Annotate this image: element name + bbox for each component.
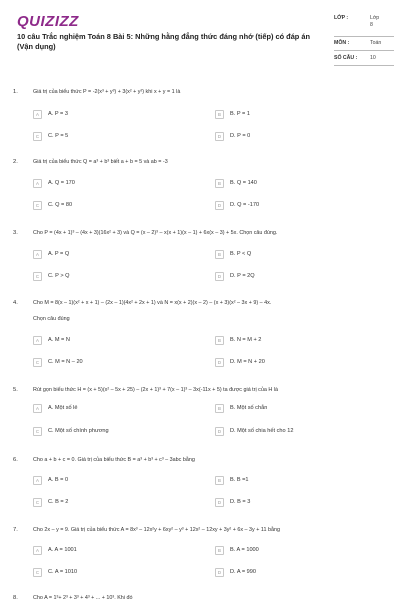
option-text: B. Một số chẵn xyxy=(230,405,268,411)
meta-divider xyxy=(334,36,394,37)
option-c[interactable] xyxy=(33,358,83,367)
meta-count xyxy=(334,55,394,62)
option-text: A. M = N xyxy=(48,337,70,343)
option-letter-box: B xyxy=(215,336,224,345)
option-text: B. P < Q xyxy=(230,251,252,257)
option-letter-box: A xyxy=(33,336,42,345)
option-letter-box: A xyxy=(33,250,42,259)
meta-class-value: Lớp 8 xyxy=(370,15,380,28)
quizizz-logo: QUIZIZZ xyxy=(17,13,79,30)
question-number: 7. xyxy=(13,527,18,533)
option-text: C. Q = 80 xyxy=(48,202,73,208)
option-letter-box: D xyxy=(215,272,224,281)
question-text: Cho 2x – y = 9. Giá trị của biểu thức A = 8x³ – 12x²y + 6xy² – y³ + 12x² – 12xy + 3y² + 6x – 3y + 11 bằng xyxy=(33,527,280,533)
question-number: 3. xyxy=(13,230,18,236)
question-text: Cho P = (4x + 1)³ – (4x + 3)(16x² + 3) và Q = (x – 2)³ – x(x + 1)(x – 1) + 6x(x – 3) + 5x. Chọn câu đúng. xyxy=(33,230,278,236)
option-b[interactable] xyxy=(215,336,261,345)
option-letter-box: B xyxy=(215,110,224,119)
option-letter-box: C xyxy=(33,568,42,577)
option-a[interactable] xyxy=(33,336,70,345)
option-text: D. Một số chia hết cho 12 xyxy=(230,428,294,434)
option-text: A. P = 3 xyxy=(48,111,68,117)
option-text: B. Q = 140 xyxy=(230,180,257,186)
option-letter-box: B xyxy=(215,476,224,485)
quiz-title: 10 câu Trắc nghiệm Toán 8 Bài 5: Những hằng đẳng thức đáng nhớ (tiếp) có đáp án (Vận dụng) xyxy=(17,32,310,51)
question-text: Rút gọn biểu thức H = (x + 5)(x² – 5x + 25) – (2x + 1)³ + 7(x – 1)³ – 3x(-11x + 5) ta được giá trị của H là xyxy=(33,387,278,393)
question-number: 6. xyxy=(13,457,18,463)
option-d[interactable] xyxy=(215,358,265,367)
option-b[interactable] xyxy=(215,179,257,188)
option-letter-box: C xyxy=(33,498,42,507)
question-text: Giá trị của biểu thức Q = a³ + b³ biết a + b = 5 và ab = -3 xyxy=(33,159,168,165)
option-text: C. P > Q xyxy=(48,273,70,279)
question-text: Cho a + b + c = 0. Giá trị của biểu thức B = a³ + b³ + c³ – 3abc bằng xyxy=(33,457,195,463)
meta-class-label: LỚP : xyxy=(334,15,349,21)
option-text: A. Q = 170 xyxy=(48,180,75,186)
option-d[interactable] xyxy=(215,568,256,577)
option-text: D. M = N + 20 xyxy=(230,359,265,365)
option-letter-box: D xyxy=(215,498,224,507)
option-d[interactable] xyxy=(215,498,250,507)
option-d[interactable] xyxy=(215,272,255,281)
meta-count-label: SỐ CÂU : xyxy=(334,55,358,61)
meta-subject xyxy=(334,40,394,47)
option-d[interactable] xyxy=(215,427,293,436)
option-letter-box: D xyxy=(215,358,224,367)
meta-count-value: 10 xyxy=(370,55,376,61)
option-text: D. P = 2Q xyxy=(230,273,255,279)
question-number: 8. xyxy=(13,595,18,600)
option-c[interactable] xyxy=(33,498,68,507)
option-text: A. Một số lẻ xyxy=(48,405,78,411)
option-letter-box: C xyxy=(33,201,42,210)
option-a[interactable] xyxy=(33,476,68,485)
option-text: A. A = 1001 xyxy=(48,547,77,553)
option-text: C. M = N – 20 xyxy=(48,359,83,365)
option-text: D. B = 3 xyxy=(230,499,251,505)
option-letter-box: B xyxy=(215,546,224,555)
question-number: 5. xyxy=(13,387,18,393)
option-letter-box: B xyxy=(215,404,224,413)
option-c[interactable] xyxy=(33,568,77,577)
option-letter-box: A xyxy=(33,404,42,413)
question-number: 4. xyxy=(13,300,18,306)
meta-class xyxy=(334,15,394,29)
option-text: C. P = 5 xyxy=(48,133,69,139)
option-c[interactable] xyxy=(33,272,70,281)
option-letter-box: D xyxy=(215,568,224,577)
question-number: 1. xyxy=(13,89,18,95)
question-text-continued: Chọn câu đúng xyxy=(33,316,70,322)
option-a[interactable] xyxy=(33,404,78,413)
quiz-header xyxy=(0,0,400,80)
option-b[interactable] xyxy=(215,546,259,555)
option-b[interactable] xyxy=(215,404,267,413)
option-letter-box: C xyxy=(33,358,42,367)
option-letter-box: B xyxy=(215,179,224,188)
option-text: B. B =1 xyxy=(230,477,249,483)
option-letter-box: A xyxy=(33,179,42,188)
option-text: A. B = 0 xyxy=(48,477,69,483)
option-text: D. A = 990 xyxy=(230,569,256,575)
option-d[interactable] xyxy=(215,201,259,210)
option-text: B. P = 1 xyxy=(230,111,250,117)
meta-subject-value: Toán xyxy=(370,40,382,46)
option-c[interactable] xyxy=(33,427,109,436)
option-c[interactable] xyxy=(33,201,72,210)
option-b[interactable] xyxy=(215,110,250,119)
meta-divider xyxy=(334,65,394,66)
option-text: D. P = 0 xyxy=(230,133,251,139)
option-b[interactable] xyxy=(215,476,249,485)
option-text: C. Một số chính phương xyxy=(48,428,109,434)
option-c[interactable] xyxy=(33,132,68,141)
option-a[interactable] xyxy=(33,179,75,188)
question-text: Cho M = 8(x – 1)(x² + x + 1) – (2x – 1)(4x² + 2x + 1) và N = x(x + 2)(x – 2) – (x + 3)(x² – 3x + 9) – 4x. xyxy=(33,300,272,306)
option-letter-box: D xyxy=(215,427,224,436)
option-letter-box: C xyxy=(33,272,42,281)
meta-subject-label: MÔN : xyxy=(334,40,350,46)
option-text: A. P = Q xyxy=(48,251,70,257)
option-letter-box: D xyxy=(215,132,224,141)
option-text: B. A = 1000 xyxy=(230,547,259,553)
option-a[interactable] xyxy=(33,546,77,555)
question-number: 2. xyxy=(13,159,18,165)
option-a[interactable] xyxy=(33,110,68,119)
meta-divider xyxy=(334,50,394,51)
option-letter-box: B xyxy=(215,250,224,259)
question-text: Giá trị của biểu thức P = -2(x³ + y³) + 3(x² + y²) khi x + y = 1 là xyxy=(33,89,181,95)
option-letter-box: A xyxy=(33,476,42,485)
option-letter-box: C xyxy=(33,427,42,436)
option-letter-box: A xyxy=(33,546,42,555)
option-text: C. A = 1010 xyxy=(48,569,78,575)
option-letter-box: A xyxy=(33,110,42,119)
option-text: C. B = 2 xyxy=(48,499,69,505)
option-text: D. Q = -170 xyxy=(230,202,260,208)
option-letter-box: C xyxy=(33,132,42,141)
option-b[interactable] xyxy=(215,250,251,259)
question-text: Cho A = 1³+ 2³ + 3³ + 4³ + ... + 10³. Khi đó xyxy=(33,595,133,600)
option-text: B. N = M + 2 xyxy=(230,337,262,343)
option-d[interactable] xyxy=(215,132,250,141)
option-a[interactable] xyxy=(33,250,69,259)
option-letter-box: D xyxy=(215,201,224,210)
